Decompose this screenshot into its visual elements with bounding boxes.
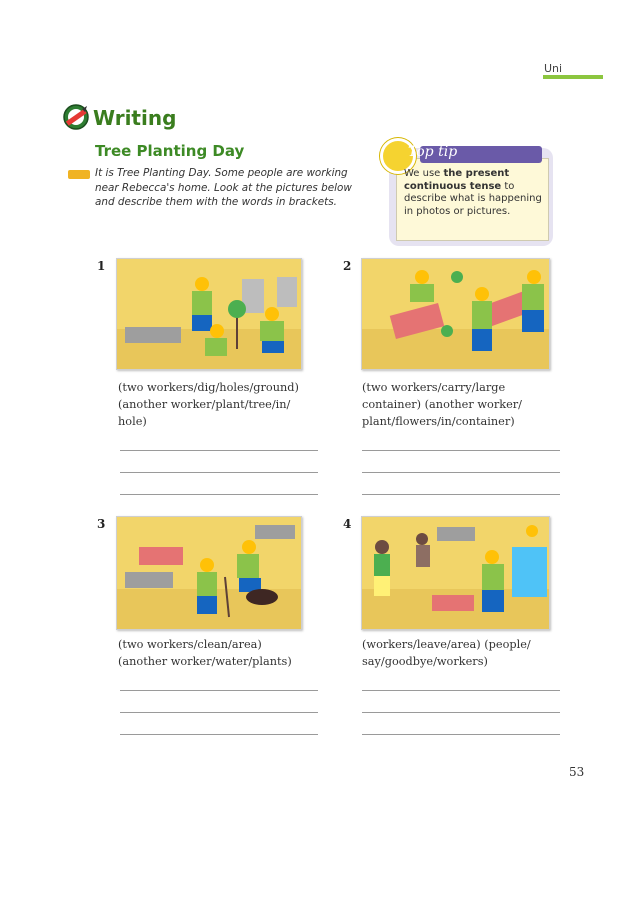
exercise-prompt: (two workers/dig/holes/ground) (another worker/plant/tree/in/ hole) — [118, 381, 299, 428]
exercise-prompt: (two workers/clean/area) (another worker/water/plants) — [118, 638, 292, 668]
picture-2 — [361, 258, 550, 370]
unit-tab-bar — [543, 75, 603, 79]
exercise-number: 3 — [97, 517, 106, 531]
answer-line[interactable] — [362, 450, 560, 451]
top-tip-text: We use the present continuous tense to describe what is happening in photos or pictures. — [404, 168, 542, 217]
instruction-marker — [68, 170, 90, 179]
exercise-subtitle: Tree Planting Day — [95, 142, 245, 160]
section-title: Writing — [93, 106, 177, 130]
exercise-number: 1 — [97, 259, 106, 273]
pencil-globe-icon — [62, 103, 90, 131]
exercise-number: 2 — [343, 259, 352, 273]
picture-4 — [361, 516, 550, 630]
answer-line[interactable] — [120, 690, 318, 691]
picture-1 — [116, 258, 302, 370]
page-number: 53 — [569, 765, 585, 779]
answer-line[interactable] — [120, 472, 318, 473]
answer-line[interactable] — [362, 494, 560, 495]
answer-line[interactable] — [120, 712, 318, 713]
top-tip-label: Top tip — [408, 144, 458, 160]
answer-line[interactable] — [120, 734, 318, 735]
answer-line[interactable] — [362, 734, 560, 735]
answer-line[interactable] — [362, 472, 560, 473]
picture-3 — [116, 516, 302, 630]
exercise-prompt: (workers/leave/area) (people/ say/goodbye/workers) — [362, 638, 531, 668]
answer-line[interactable] — [120, 494, 318, 495]
answer-line[interactable] — [362, 690, 560, 691]
instruction-text: It is Tree Planting Day. Some people are working near Rebecca's home. Look at the pictures below and describe them with the words in brackets. — [95, 167, 352, 208]
exercise-prompt: (two workers/carry/large container) (another worker/ plant/flowers/in/container) — [362, 381, 522, 428]
unit-label: Uni — [544, 62, 563, 75]
exercise-number: 4 — [343, 517, 352, 531]
answer-line[interactable] — [120, 450, 318, 451]
answer-line[interactable] — [362, 712, 560, 713]
